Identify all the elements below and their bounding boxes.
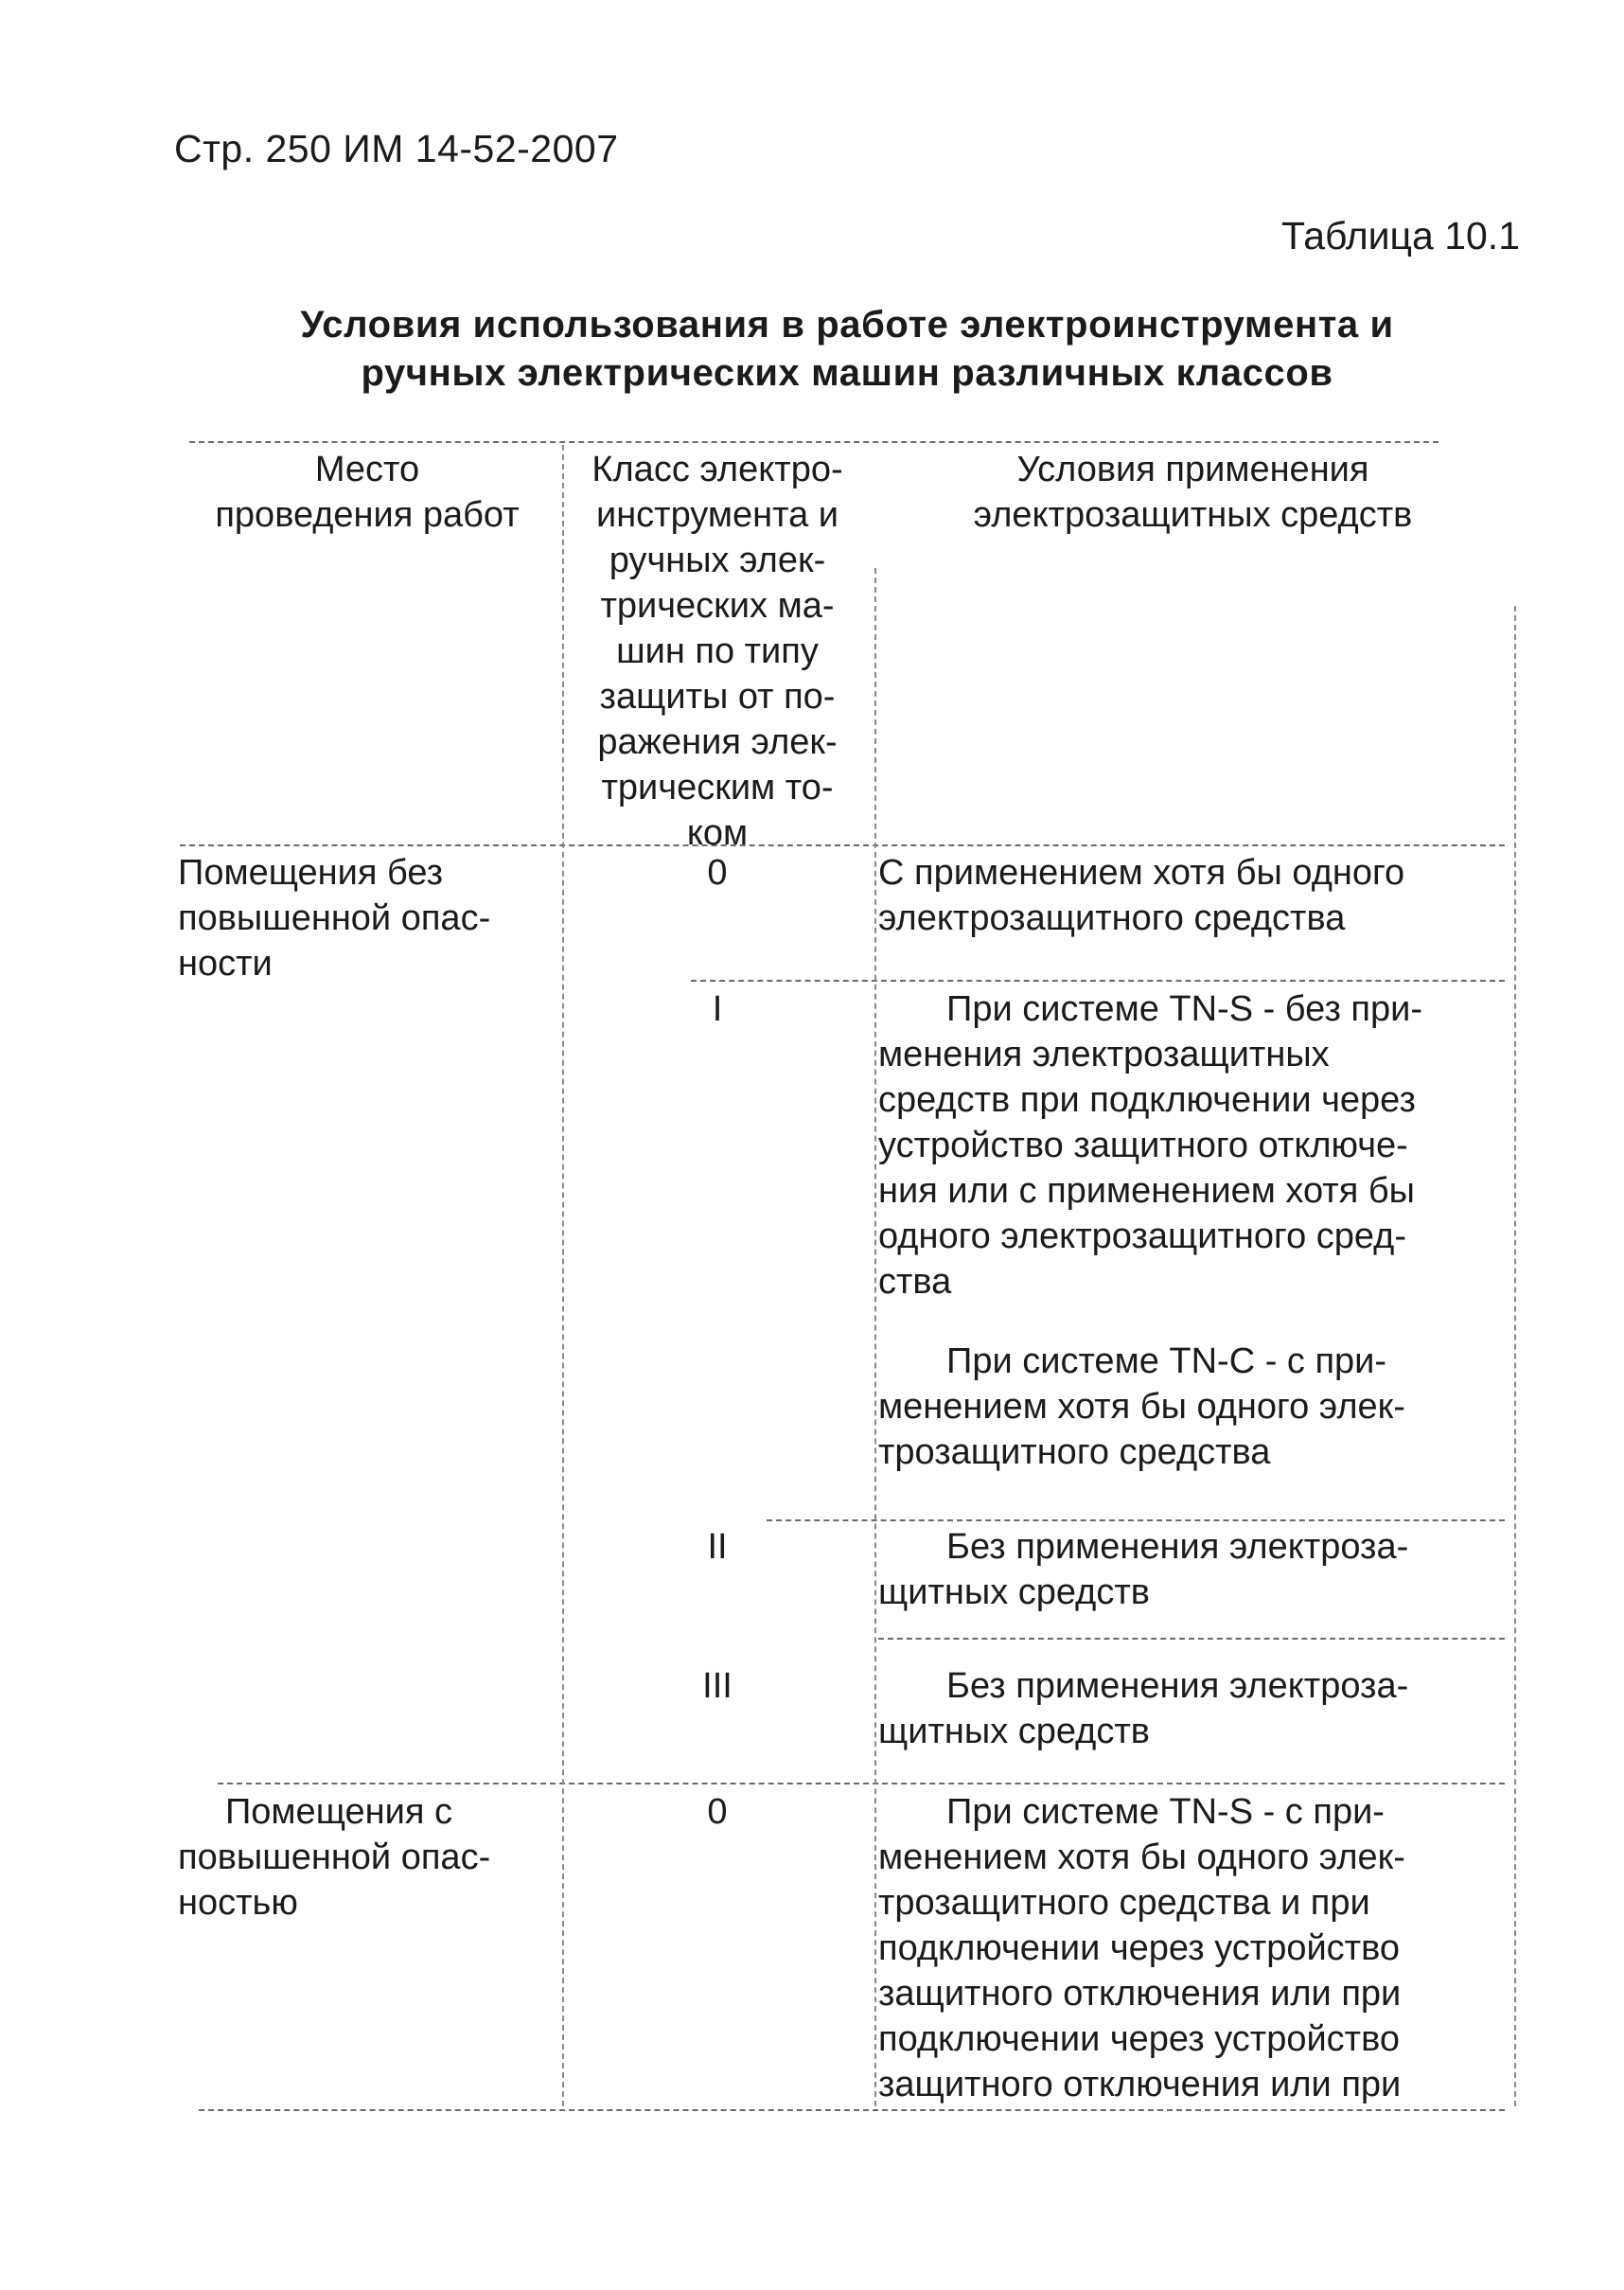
row-divider-II-III [878, 1638, 1505, 1640]
table-top-border [189, 441, 1439, 443]
document-title [174, 301, 1520, 398]
column-header-class-line: ком [686, 813, 749, 853]
column-header-place [178, 447, 556, 538]
condition-line: средств при подключении через [878, 1080, 1416, 1120]
condition-line: ства [878, 1262, 952, 1302]
condition-line: подключении через устройство [878, 1928, 1400, 1968]
place-line: ности [178, 944, 273, 984]
condition-line: устройство защитного отключе- [878, 1126, 1408, 1165]
page-header: Стр. 250 ИМ 14-52-2007 [174, 127, 619, 170]
row-divider-0-I [691, 980, 1505, 982]
condition-line: Без применения электроза- [946, 1527, 1409, 1567]
class-cell-I: I [712, 989, 723, 1029]
title-line-1: Условия использования в работе электроинструмента и [300, 304, 1394, 346]
class-cell-II: II [707, 1527, 728, 1567]
section-divider [218, 1783, 1505, 1784]
column-header-place-line: проведения работ [215, 495, 520, 535]
column-header-class-line: защиты от по- [599, 677, 836, 717]
place-line: Помещения с [224, 1792, 453, 1832]
column-header-class-line: ручных элек- [609, 541, 826, 580]
place-line: ностью [178, 1883, 298, 1923]
condition-line: щитных средств [878, 1712, 1150, 1751]
conditions-cell-0-increased [878, 1789, 1508, 2107]
condition-line: При системе TN-C - с при- [946, 1341, 1387, 1381]
condition-line: С применением хотя бы одного [878, 853, 1405, 893]
place-line: Помещения без [178, 853, 444, 893]
place-cell-increased-danger [178, 1789, 556, 1926]
table-right-border [1514, 606, 1516, 2106]
table-number: Таблица 10.1 [1281, 214, 1520, 257]
column-header-class-line: трическим то- [601, 768, 834, 808]
column-header-class-line: Класс электро- [591, 450, 843, 489]
conditions-cell-I-tnc [878, 1339, 1508, 1475]
column-header-class-line: инструмента и [595, 495, 839, 535]
class-cell-0-increased: 0 [707, 1792, 728, 1832]
column-header-conditions-line: Условия применения [1016, 450, 1369, 489]
column-divider-2 [874, 568, 876, 2106]
condition-line: одного электрозащитного сред- [878, 1216, 1407, 1256]
conditions-cell-0 [878, 850, 1508, 941]
column-header-conditions-line: электрозащитных средств [973, 495, 1413, 535]
condition-line: подключении через устройство [878, 2019, 1400, 2059]
conditions-cell-III [878, 1663, 1508, 1754]
class-cell-III: III [702, 1666, 733, 1706]
condition-line: менением хотя бы одного элек- [878, 1837, 1405, 1877]
condition-line: При системе TN-S - без при- [946, 989, 1423, 1029]
conditions-cell-II [878, 1524, 1508, 1615]
column-header-class-line: трических ма- [600, 586, 835, 626]
condition-line: защитного отключения или при [878, 2065, 1402, 2104]
condition-line: электрозащитного средства [878, 898, 1346, 938]
column-header-place-line: Место [314, 450, 420, 489]
condition-line: При системе TN-S - с при- [946, 1792, 1385, 1832]
column-divider-1 [562, 445, 564, 2106]
conditions-cell-I-tns [878, 986, 1508, 1305]
place-line: повышенной опас- [178, 1837, 491, 1877]
place-line: повышенной опас- [178, 898, 491, 938]
column-header-conditions [878, 447, 1508, 538]
title-line-2: ручных электрических машин различных классов [361, 352, 1333, 394]
table-bottom-border [199, 2109, 1505, 2111]
condition-line: трозащитного средства и при [878, 1883, 1370, 1923]
row-divider-I-II [767, 1519, 1505, 1521]
condition-line: защитного отключения или при [878, 1974, 1402, 2014]
condition-line: Без применения электроза- [946, 1666, 1409, 1706]
column-header-class [566, 447, 869, 856]
condition-line: ния или с применением хотя бы [878, 1171, 1415, 1211]
class-cell-0: 0 [707, 853, 728, 893]
condition-line: щитных средств [878, 1572, 1150, 1612]
condition-line: менения электрозащитных [878, 1035, 1330, 1074]
column-header-class-line: шин по типу [616, 631, 819, 671]
place-cell-no-danger [178, 850, 556, 986]
condition-line: менением хотя бы одного элек- [878, 1387, 1405, 1427]
column-header-class-line: ражения элек- [597, 722, 838, 762]
condition-line: трозащитного средства [878, 1432, 1271, 1472]
